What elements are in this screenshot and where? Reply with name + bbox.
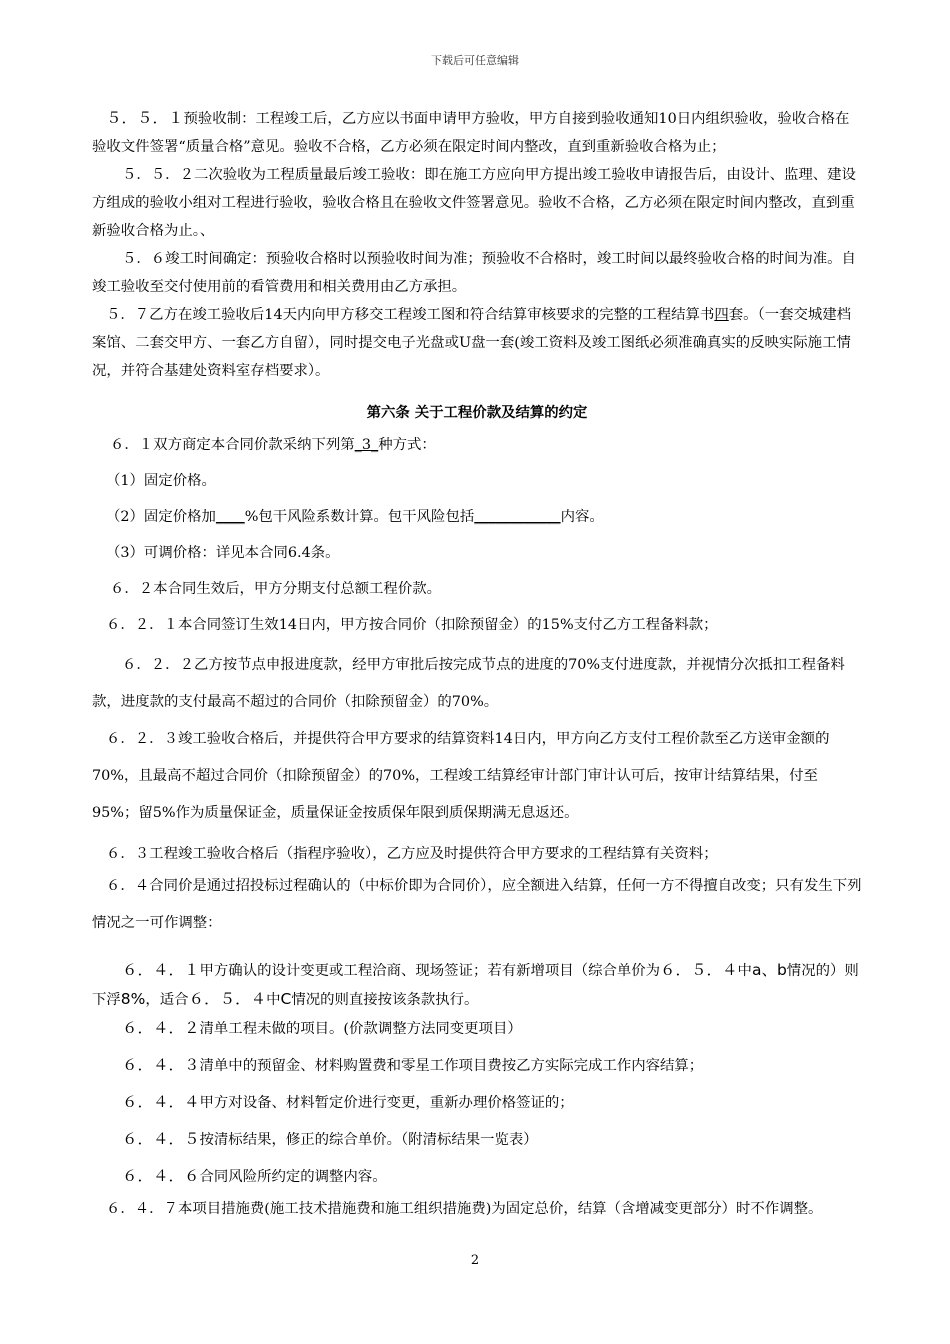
clause-text: 合同风险所约定的调整内容。 <box>199 1169 387 1185</box>
document-body <box>92 104 862 1228</box>
page-number: 2 <box>470 1253 480 1268</box>
clause-number: ６．４．３ <box>122 1056 200 1074</box>
clause-text: 套。（一套交城建档案馆、二套交甲方、一套乙方自留），同时提交电子光盘或U盘一套(竣工资料及竣工图纸必须准确真实的反映实际施工情况，并符合基建处资料室存档要求）。 <box>92 307 852 379</box>
clause-6-4: ６．４合同价是通过招投标过程确认的（中标价即为合同价），应全额进入结算，任何一方不得擅自改变；只有发生下列情况之一可作调整： <box>92 878 862 931</box>
clause-text: 清单中的预留金、材料购置费和零星工作项目费按乙方实际完成工作内容结算； <box>199 1058 704 1074</box>
clause-text: 甲方确认的设计变更或工程洽商、现场签证；若有新增项目（综合单价为 <box>199 963 661 979</box>
clause-6-2-1: ６．２．１本合同签订生效14日内，甲方按合同价（扣除预留金）的15%支付乙方工程备料款； <box>106 617 718 633</box>
clause-5-5-1 <box>92 104 862 161</box>
clause-6-1 <box>92 431 862 459</box>
clause-number: ６．４．４ <box>122 1093 200 1111</box>
payment-method-choice: _3_ <box>354 437 379 453</box>
underlined-quantity: 四 <box>714 307 729 323</box>
clause-text: 情况的）则下浮 <box>92 963 859 1008</box>
page-header: 下载后可任意编辑 <box>431 54 519 67</box>
clause-6-2-3: ６．２．３竣工验收合格后，并提供符合甲方要求的结算资料14日内，甲方向乙方支付工程价款至乙方送审金额的70%，且最高不超过合同价（扣除预留金）的70%，工程竣工结算经审计部门审计认可后，按审计结算结果，付至95%；留5%作为质量保证金，质量保证金按质保年限到质保期满无息返还。 <box>92 731 830 821</box>
clause-5-6: ５．６竣工时间确定：预验收合格时以预验收时间为准；预验收不合格时，竣工时间以最终验收合格的时间为准。自竣工验收至交付使用前的看管费用和相关费用由乙方承担。 <box>92 251 856 295</box>
clause-text: 甲方对设备、材料暂定价进行变更，重新办理价格签证的； <box>199 1095 574 1111</box>
option-3: （3）可调价格：详见本合同6.4条。 <box>106 545 340 561</box>
clause-6-4-7: ６．４．７本项目措施费(施工技术措施费和施工组织措施费)为固定总价，结算（含增减变更部分）时不作调整。 <box>106 1201 823 1217</box>
clause-number: ６．４．６ <box>122 1167 200 1185</box>
clause-6-2: ６．２本合同生效后，甲方分期支付总额工程价款。 <box>110 581 441 597</box>
clause-6-4-5 <box>92 1125 862 1154</box>
clause-number: ６．４．１ <box>122 961 200 979</box>
clause-5-5-2: ５．５．２二次验收为工程质量最后竣工验收：即在施工方应向甲方提出竣工验收申请报告后，由设计、监理、建设方组成的验收小组对工程进行验收，验收合格且在验收文件签署意见。验收不合格，乙方必须在限定时间内整改，直到重新验收合格为止。、 <box>92 167 856 239</box>
clause-6-3: ６．３工程竣工验收合格后（指程序验收），乙方应及时提供符合甲方要求的工程结算有关资料； <box>106 846 718 862</box>
option-text: （2）固定价格加 <box>106 509 216 525</box>
case-label: C <box>280 990 292 1008</box>
clause-number: ５．５．１ <box>106 109 184 127</box>
blank-risk-percent: ____ <box>215 509 245 525</box>
case-label: a、b <box>751 961 787 979</box>
clause-5-7 <box>92 301 862 385</box>
clause-number: ６．４．２ <box>122 1019 200 1037</box>
clause-text: ６．１双方商定本合同价款采纳下列第 <box>110 437 355 453</box>
option-text: 内容。 <box>560 509 604 525</box>
clause-reference: ６．５．４ <box>660 961 738 979</box>
clause-6-2-2: ６．２．２乙方按节点申报进度款，经甲方审批后按完成节点的进度的70%支付进度款，并视情分次抵扣工程备料款，进度款的支付最高不超过的合同价（扣除预留金）的70%。 <box>92 657 845 710</box>
clause-6-4-2 <box>92 1014 862 1043</box>
clause-text: 中 <box>737 963 752 979</box>
option-2 <box>92 503 862 531</box>
clause-6-4-6 <box>92 1162 862 1191</box>
clause-6-4-4 <box>92 1088 862 1117</box>
clause-6-4-3 <box>92 1051 862 1080</box>
clause-number: ６．４．５ <box>122 1130 200 1148</box>
clause-text: ，适合 <box>145 992 189 1008</box>
clause-text: 种方式： <box>378 437 436 453</box>
clause-reference: ６．５．４ <box>188 990 267 1008</box>
clause-6-4-1 <box>92 956 862 1014</box>
discount-percent: 8% <box>120 990 146 1008</box>
clause-text: 中 <box>266 992 281 1008</box>
clause-text: 情况的则直接按该条款执行。 <box>291 992 479 1008</box>
clause-text: 按清标结果，修正的综合单价。（附清标结果一览表） <box>199 1132 538 1148</box>
option-1: （1）固定价格。 <box>106 473 216 489</box>
clause-text: 预验收制：工程竣工后，乙方应以书面申请甲方验收，甲方自接到验收通知10日内组织验收，验收合格在验收文件签署“质量合格”意见。验收不合格，乙方必须在限定时间内整改，直到重新验收合格为止； <box>92 111 850 155</box>
option-text: %包干风险系数计算。包干风险包括 <box>244 509 475 525</box>
clause-text: 清单工程未做的项目。(价款调整方法同变更项目） <box>199 1021 522 1037</box>
blank-risk-scope: ____________ <box>474 509 561 525</box>
clause-text: ５．７乙方在竣工验收后14天内向甲方移交工程竣工图和符合结算审核要求的完整的工程结算书 <box>106 307 715 323</box>
article-6-title: 第六条 关于工程价款及结算的约定 <box>366 404 588 421</box>
